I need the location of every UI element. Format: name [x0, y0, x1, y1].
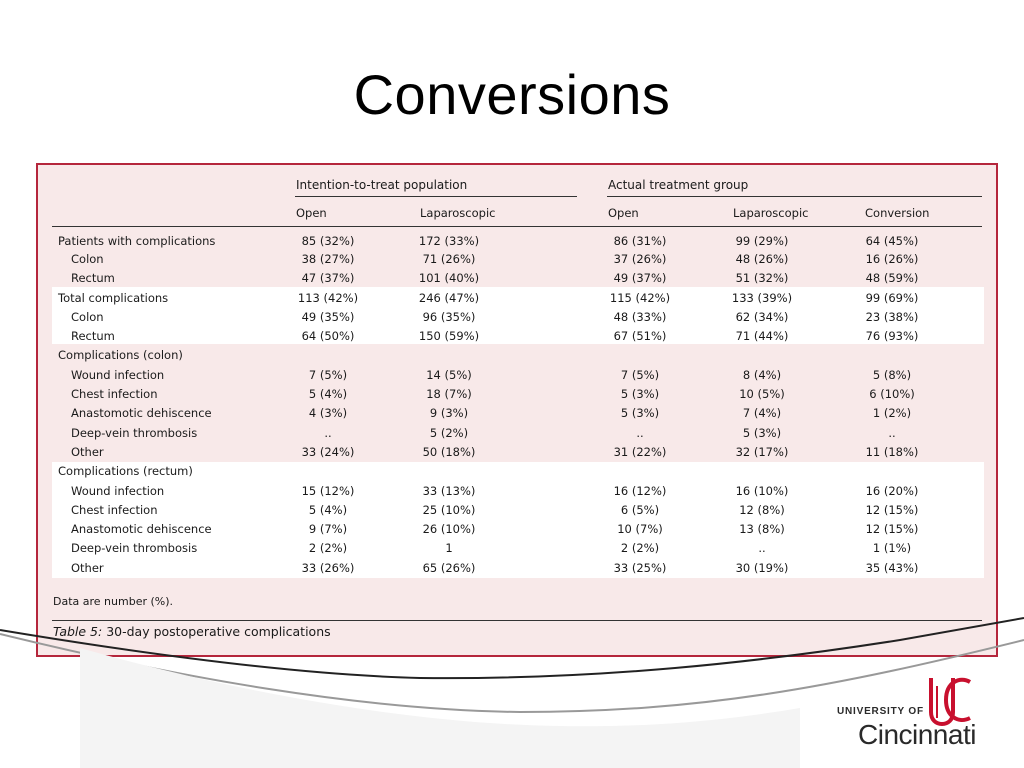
table-cell: ..: [324, 426, 332, 440]
table-cell: 35 (43%): [865, 561, 919, 575]
row-label: Chest infection: [71, 503, 158, 517]
row-label: Chest infection: [71, 387, 158, 401]
row-label: Wound infection: [71, 368, 165, 382]
table-cell: 33 (24%): [301, 445, 355, 459]
row-label: Rectum: [71, 271, 115, 285]
row-label: Rectum: [71, 329, 115, 343]
table-cell: 1: [445, 541, 453, 555]
row-label: Anastomotic dehiscence: [71, 522, 212, 536]
logo-university-of: UNIVERSITY OF: [837, 706, 924, 717]
table-cell: 6 (5%): [620, 503, 660, 517]
row-label: Wound infection: [71, 484, 165, 498]
row-label: Anastomotic dehiscence: [71, 406, 212, 420]
table-cell: 99 (29%): [735, 234, 789, 248]
table-cell: 15 (12%): [301, 484, 355, 498]
table-cell: 12 (8%): [739, 503, 785, 517]
table-cell: 113 (42%): [297, 291, 359, 305]
table-cell: 9 (7%): [308, 522, 348, 536]
table-cell: 64 (50%): [301, 329, 355, 343]
table-cell: 5 (2%): [429, 426, 469, 440]
table-cell: 150 (59%): [418, 329, 480, 343]
table-cell: 2 (2%): [308, 541, 348, 555]
table-cell: 115 (42%): [609, 291, 671, 305]
table-cell: 25 (10%): [422, 503, 476, 517]
table-cell: 6 (10%): [869, 387, 915, 401]
table-cell: 10 (5%): [739, 387, 785, 401]
row-label: Patients with complications: [58, 234, 216, 248]
table-cell: 38 (27%): [301, 252, 355, 266]
table-cell: 33 (26%): [301, 561, 355, 575]
table-cell: 30 (19%): [735, 561, 789, 575]
table-cell: 67 (51%): [613, 329, 667, 343]
table-cell: 12 (15%): [865, 522, 919, 536]
table-cell: 12 (15%): [865, 503, 919, 517]
table-cell: 23 (38%): [865, 310, 919, 324]
table-footnote: Data are number (%).: [53, 595, 174, 608]
row-label: Deep-vein thrombosis: [71, 541, 198, 555]
row-label: Other: [71, 561, 104, 575]
table-cell: 85 (32%): [301, 234, 355, 248]
actual-group-rule: [607, 196, 982, 197]
table-cell: 4 (3%): [308, 406, 348, 420]
column-header-actual-laparoscopic: Laparoscopic: [733, 206, 809, 220]
table-cell: 5 (3%): [620, 387, 660, 401]
slide-title: Conversions: [353, 63, 671, 126]
table-cell: 96 (35%): [422, 310, 476, 324]
table-cell: 5 (8%): [872, 368, 912, 382]
table-cell: 9 (3%): [429, 406, 469, 420]
table-cell: 50 (18%): [422, 445, 476, 459]
table-cell: 5 (4%): [308, 503, 348, 517]
table-cell: 47 (37%): [301, 271, 355, 285]
caption-label: Table 5:: [53, 624, 103, 639]
table-cell: 5 (4%): [308, 387, 348, 401]
table-cell: 65 (26%): [422, 561, 476, 575]
table-cell: 101 (40%): [418, 271, 480, 285]
table-cell: 133 (39%): [731, 291, 793, 305]
column-header-actual-open: Open: [608, 206, 639, 220]
table-cell: 14 (5%): [426, 368, 472, 382]
table-cell: 99 (69%): [865, 291, 919, 305]
table-cell: 8 (4%): [742, 368, 782, 382]
table-cell: 62 (34%): [735, 310, 789, 324]
table-cell: 71 (44%): [735, 329, 789, 343]
row-label: Other: [71, 445, 104, 459]
table-cell: 5 (3%): [742, 426, 782, 440]
column-header-itt-laparoscopic: Laparoscopic: [420, 206, 496, 220]
table-cell: 33 (25%): [613, 561, 667, 575]
table-cell: 246 (47%): [418, 291, 480, 305]
table-cell: 172 (33%): [418, 234, 480, 248]
table-cell: 48 (59%): [865, 271, 919, 285]
table-cell: ..: [758, 541, 766, 555]
table-cell: 71 (26%): [422, 252, 476, 266]
table-cell: 33 (13%): [422, 484, 476, 498]
table-cell: 32 (17%): [735, 445, 789, 459]
table-cell: 51 (32%): [735, 271, 789, 285]
table-cell: 16 (12%): [613, 484, 667, 498]
table-cell: 2 (2%): [620, 541, 660, 555]
table-cell: 16 (10%): [735, 484, 789, 498]
row-label: Complications (rectum): [58, 464, 193, 478]
table-cell: 5 (3%): [620, 406, 660, 420]
table-cell: 26 (10%): [422, 522, 476, 536]
table-cell: 1 (2%): [872, 406, 912, 420]
group-header-actual: Actual treatment group: [608, 178, 749, 192]
table-cell: 13 (8%): [739, 522, 785, 536]
row-label: Colon: [71, 252, 104, 266]
table-cell: 86 (31%): [613, 234, 667, 248]
table-cell: 49 (35%): [301, 310, 355, 324]
table-cell: 16 (20%): [865, 484, 919, 498]
table-cell: 11 (18%): [865, 445, 919, 459]
table-cell: 64 (45%): [865, 234, 919, 248]
column-header-itt-open: Open: [296, 206, 327, 220]
row-label: Deep-vein thrombosis: [71, 426, 198, 440]
table-cell: 16 (26%): [865, 252, 919, 266]
itt-group-rule: [295, 196, 577, 197]
table-cell: 7 (5%): [620, 368, 660, 382]
table-cell: ..: [636, 426, 644, 440]
table-cell: 48 (33%): [613, 310, 667, 324]
caption-text: 30-day postoperative complications: [102, 624, 331, 639]
table-cell: 37 (26%): [613, 252, 667, 266]
table-cell: ..: [888, 426, 896, 440]
column-header-conversion: Conversion: [865, 206, 930, 220]
table-cell: 18 (7%): [426, 387, 472, 401]
row-label: Total complications: [58, 291, 169, 305]
logo-cincinnati: Cincinnati: [858, 719, 976, 750]
table-cell: 7 (5%): [308, 368, 348, 382]
table-cell: 48 (26%): [735, 252, 789, 266]
table-cell: 7 (4%): [742, 406, 782, 420]
table-cell: 76 (93%): [865, 329, 919, 343]
table-cell: 31 (22%): [613, 445, 667, 459]
row-label: Colon: [71, 310, 104, 324]
header-rule: [52, 226, 982, 227]
table-cell: 1 (1%): [872, 541, 912, 555]
table-cell: 10 (7%): [617, 522, 663, 536]
logo-c-mark: [946, 680, 970, 720]
row-label: Complications (colon): [58, 348, 183, 362]
group-header-itt: Intention-to-treat population: [296, 178, 468, 192]
table-cell: 49 (37%): [613, 271, 667, 285]
